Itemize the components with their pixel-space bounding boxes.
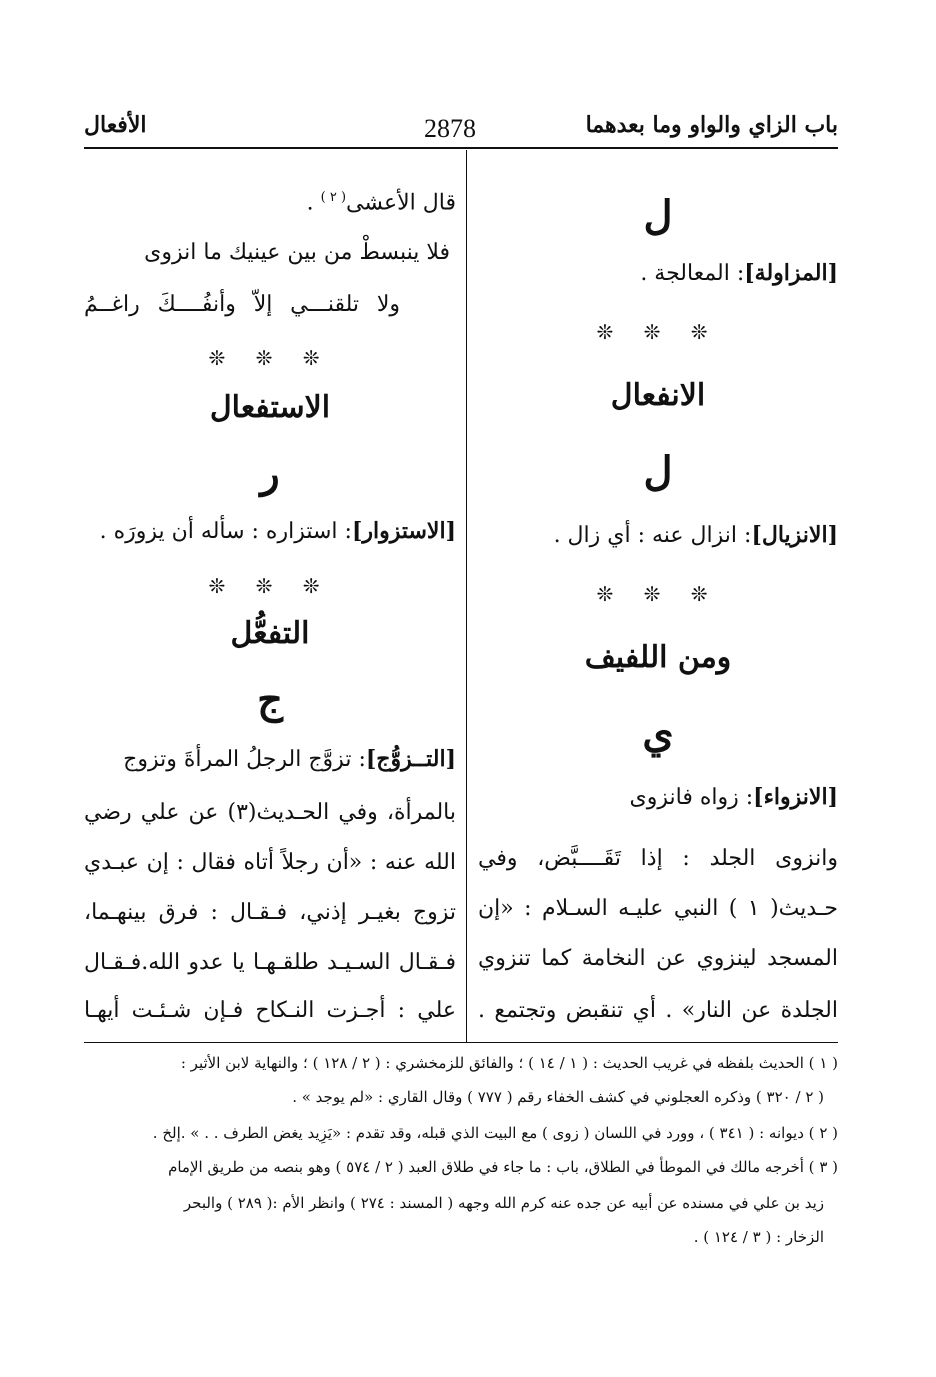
footnote-line: زيد بن علي في مسنده عن أبيه عن جده عنه كرم الله وجهه ( المسند : ٢٧٤ ) وانظر الأم :( ٢٨٩ ) والبحر: [183, 1194, 824, 1212]
entry-muzawala-def: : المعالجة .: [640, 261, 745, 286]
entry-inziwa-def: : زواه فانزوى: [629, 785, 754, 810]
entry-muzawala: [640, 260, 838, 286]
paragraph-line: الجلدة عن النار» . أي تنقبض وتجتمع .: [478, 998, 838, 1023]
page-number: 2878: [424, 114, 476, 143]
header-rule: [84, 147, 838, 149]
paragraph-line: فـقـال السـيـد طلقـهـا يا عدو الله.فـقـال: [84, 950, 456, 975]
entry-inziyal-def: : انزال عنه : أي زال .: [553, 523, 752, 548]
paragraph-line: حـديث( ١ ) النبي عليـه السـلام : «إن: [478, 896, 838, 921]
verse-line-2: ولا تلقنـــي إلاّ وأنفُــــكَ راغــمُ: [84, 292, 400, 317]
heading-lafif: ومن اللفيف: [584, 640, 732, 675]
section-title: باب الزاي والواو وما بعدهما: [585, 112, 838, 138]
page-header: [84, 104, 838, 148]
letter-lam-2: ل: [643, 448, 673, 495]
chapter-title: الأفعال: [84, 112, 147, 138]
letter-ya: ي: [642, 710, 674, 757]
letter-ra: ر: [260, 450, 280, 497]
left-column: [84, 150, 456, 1042]
heading-istifal: الاستفعال: [209, 390, 331, 425]
quote-intro-text: قال الأعشى: [346, 190, 456, 216]
paragraph-line: وانزوى الجلد : إذا تَقَــــبَّض، وفي: [478, 846, 838, 871]
stars-separator: ❊ ❊ ❊: [596, 320, 720, 344]
paragraph-line: تزوج بغيـر إذني، فـقـال : فرق بينهـما،: [84, 900, 456, 925]
stars-separator: ❊ ❊ ❊: [596, 582, 720, 606]
entry-muzawala-head: [المزاولة]: [744, 260, 838, 286]
quote-end: .: [306, 190, 321, 216]
footnote-ref: ( ٢ ): [320, 190, 347, 205]
entry-tazawwuj-def: : تزوَّج الرجلُ المرأةَ وتزوج: [123, 747, 366, 772]
entry-tazawwuj-head: [التــزوُّج]: [365, 746, 456, 772]
letter-jim: ج: [257, 676, 283, 723]
verse-line-1: فلا ينبسطْ من بين عينيك ما انزوى: [144, 240, 450, 265]
footnote-rule: [84, 1042, 838, 1043]
entry-tazawwuj: [123, 746, 456, 772]
entry-inziyal: [554, 522, 838, 548]
entry-istizwar-def: : استزاره : سأله أن يزورَه .: [99, 519, 352, 544]
letter-lam-1: ل: [643, 192, 673, 239]
right-column: [478, 150, 838, 1042]
entry-inziwa-head: [الانزواء]: [753, 784, 838, 810]
footnote-line: ( ٣ ) أخرجه مالك في الموطأ في الطلاق، باب : ما جاء في طلاق العبد ( ٢ / ٥٧٤ ) وهو بنصه من طريق الإمام: [168, 1158, 838, 1176]
paragraph-line: بالمرأة، وفي الحـديث(٣) عن علي رضي: [84, 800, 456, 825]
paragraph-line: علي : أجـزت النـكاح فـإن شـئـت أيهـا: [84, 998, 456, 1023]
stars-separator: ❊ ❊ ❊: [208, 574, 332, 598]
entry-istizwar-head: [الاستزوار]: [351, 518, 456, 544]
column-divider: [466, 150, 467, 1042]
footnote-line: الزخار : ( ٣ / ١٢٤ ) .: [693, 1228, 824, 1246]
footnote-line: ( ٢ ) ديوانه : ( ٣٤١ ) ، وورد في اللسان ( زوى ) مع البيت الذي قبله، وقد تقدم : «يَزِيد يغض الطرف . . » .إلخ .: [152, 1124, 838, 1142]
paragraph-line: المسجد لينزوي عن النخامة كما تنزوي: [478, 946, 838, 971]
paragraph-line: الله عنه : «أن رجلاً أتاه فقال : إن عبـدي: [84, 850, 456, 875]
footnote-line: ( ٢ / ٣٢٠ ) وذكره العجلوني في كشف الخفاء رقم ( ٧٧٧ ) وقال القاري : «لم يوجد » .: [292, 1088, 824, 1106]
entry-inziwa: [630, 784, 838, 810]
heading-tafaul: التفعُّل: [230, 616, 310, 651]
heading-infial: الانفعال: [610, 378, 706, 413]
entry-istizwar: [100, 518, 456, 544]
quote-intro: [307, 190, 456, 215]
footnote-line: ( ١ ) الحديث بلفظه في غريب الحديث : ( ١ / ١٤ ) ؛ والفائق للزمخشري : ( ٢ / ١٢٨ ) ؛ والنهاية لابن الأثير :: [180, 1054, 838, 1072]
stars-separator: ❊ ❊ ❊: [208, 346, 332, 370]
entry-inziyal-head: [الانزيال]: [751, 522, 838, 548]
